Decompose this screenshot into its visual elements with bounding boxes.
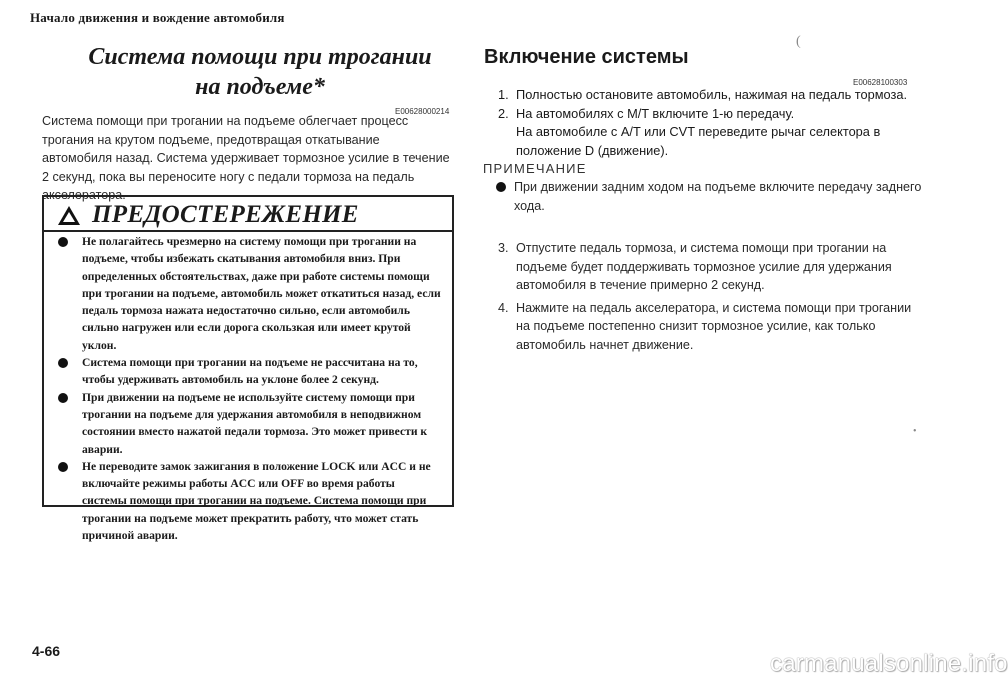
warning-item: Не полагайтесь чрезмерно на систему помощи при трогании на подъеме, чтобы избежать скатывания автомобиля вниз. При определенных обстоятельствах, даже при работе системы помощи при трогании на подъеме, автомобиль может откатиться назад, если педаль тормоза нажата недостаточно сильно, если автомобиль сильно нагружен или если дорога скользкая или имеет крутой уклон.	[56, 233, 441, 354]
warning-triangle-icon	[58, 206, 80, 225]
steps-list-a	[488, 86, 918, 160]
subsection-title: Включение системы	[484, 46, 689, 68]
section-code: E00628000214	[395, 107, 450, 116]
bullet-icon	[496, 182, 506, 192]
step-item	[488, 86, 918, 105]
warning-item: Не переводите замок зажигания в положение LOCK или ACC и не включайте режимы работы ACC или OFF во время работы системы помощи при трогании на подъеме. Система помощи при трогании на подъеме может прекратить работу, что может стать причиной аварии.	[56, 458, 441, 544]
step-number: 2.	[498, 105, 509, 121]
note-text: При движении задним ходом на подъеме включите передачу заднего хода.	[514, 180, 922, 213]
scan-mark: (	[796, 34, 801, 49]
warning-divider	[44, 230, 452, 232]
section-title-line1: Система помощи при трогании	[88, 44, 432, 70]
subsection-code: E00628100303	[853, 78, 908, 87]
step-text: На автомобиле с A/T или CVT переведите рычаг селектора в положение D (движение).	[516, 124, 881, 158]
step-item	[488, 105, 918, 161]
step-item	[488, 239, 918, 295]
watermark: carmanualsonline.info	[770, 650, 1008, 677]
warning-item: При движении на подъеме не используйте систему помощи при трогании на подъеме для удержания автомобиля в неподвижном состоянии вместо нажатой педали тормоза. Это может привести к аварии.	[56, 389, 441, 458]
warning-title: ПРЕДОСТЕРЕЖЕНИЕ	[92, 201, 359, 228]
warning-box	[42, 195, 454, 543]
step-number: 1.	[498, 87, 509, 102]
step-item	[488, 299, 918, 355]
step-text: Нажмите на педаль акселератора, и система помощи при трогании на подъеме постепенно снизит тормозное усилие, как только автомобиль начнет движение.	[516, 300, 912, 352]
warning-list	[56, 233, 441, 544]
step-text: Отпустите педаль тормоза, и система помощи при трогании на подъеме будет поддерживать тормозное усилие для удержания автомобиля в течение примерно 2 секунд.	[516, 241, 892, 293]
running-head: Начало движения и вождение автомобиля	[30, 10, 285, 25]
section-title	[70, 42, 450, 102]
note-label: ПРИМЕЧАНИЕ	[483, 161, 587, 176]
note-item	[494, 178, 934, 215]
step-text: На автомобилях с M/T включите 1-ю передачу.	[516, 105, 795, 121]
intro-paragraph: Система помощи при трогании на подъеме облегчает процесс трогания на крутом подъеме, предотвращая откатывание автомобиля назад. Система удерживает тормозное усилие в течение 2 секунд, пока вы переносите ногу с педали тормоза на педаль акселератора.	[42, 114, 450, 203]
step-number: 4.	[498, 300, 509, 315]
warning-header	[58, 201, 359, 229]
step-text: Полностью остановите автомобиль, нажимая на педаль тормоза.	[516, 87, 908, 102]
scan-dot: •	[913, 426, 917, 437]
section-title-line2: на подъеме*	[195, 74, 325, 100]
page-number: 4-66	[32, 643, 61, 659]
warning-item: Система помощи при трогании на подъеме не рассчитана на то, чтобы удерживать автомобиль на уклоне более 2 секунд.	[56, 354, 441, 389]
steps-list-b	[488, 239, 918, 359]
step-number: 3.	[498, 241, 509, 255]
